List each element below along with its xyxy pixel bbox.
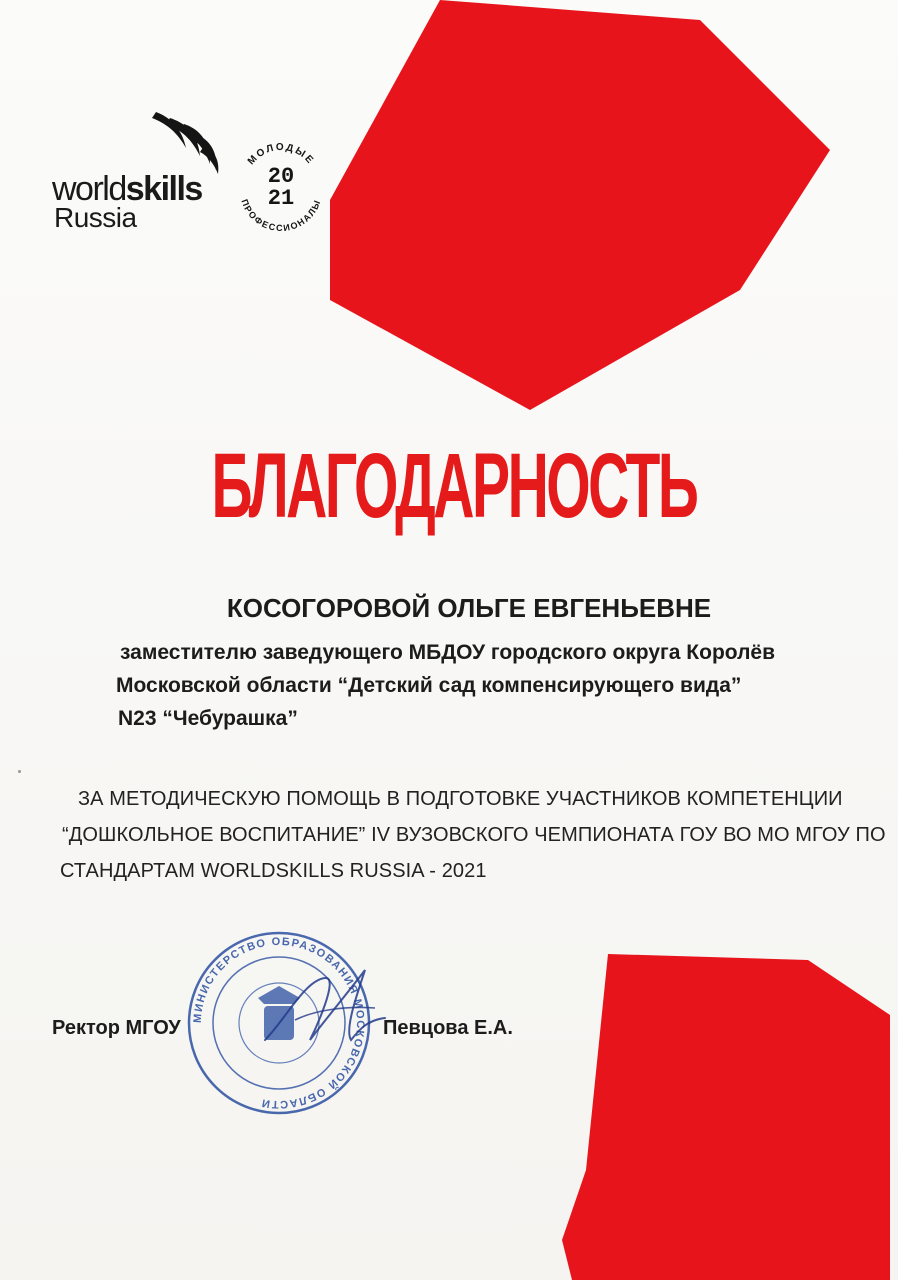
recipient-position-line-1: заместителю заведующего МБДОУ городского округа Королёв (120, 641, 775, 664)
signatory-name: Певцова Е.А. (383, 1017, 513, 1039)
signatory-title: Ректор МГОУ (52, 1017, 181, 1039)
worldskills-country: Russia (54, 202, 137, 233)
reason-line-2: “ДОШКОЛЬНОЕ ВОСПИТАНИЕ” IV ВУЗОВСКОГО ЧЕМПИОНАТА ГОУ ВО МО МГОУ ПО (62, 824, 886, 846)
svg-text:МИНИСТЕРСТВО ОБРАЗОВАНИЯ МОСКО: МИНИСТЕРСТВО ОБРАЗОВАНИЯ МОСКОВСКОЙ ОБЛАСТИ (191, 935, 367, 1111)
worldskills-wordmark: worldskills (52, 170, 202, 208)
svg-text:20: 20 (267, 164, 295, 189)
worldskills-flame-icon (148, 108, 228, 176)
reason-line-1: ЗА МЕТОДИЧЕСКУЮ ПОМОЩЬ В ПОДГОТОВКЕ УЧАСТНИКОВ КОМПЕТЕНЦИИ (78, 788, 843, 810)
svg-text:МОЛОДЫЕ: МОЛОДЫЕ (245, 141, 317, 168)
certificate-title: БЛАГОДАРНОСТЬ (211, 435, 697, 537)
molodye-professionaly-logo (226, 130, 336, 240)
worldskills-logo (52, 108, 222, 238)
svg-text:21: 21 (267, 186, 295, 211)
svg-text:ПРОФЕССИОНАЛЫ: ПРОФЕССИОНАЛЫ (239, 197, 323, 234)
handwritten-signature (255, 960, 395, 1060)
paper-speck (18, 770, 21, 773)
reason-line-3: СТАНДАРТАМ WORLDSKILLS RUSSIA - 2021 (60, 860, 487, 882)
red-hexagon-top (320, 0, 898, 420)
red-hexagon-bottom (560, 940, 898, 1280)
recipient-position-line-3: N23 “Чебурашка” (118, 707, 298, 730)
recipient-position-line-2: Московской области “Детский сад компенсирующего вида” (116, 674, 742, 697)
recipient-name: КОСОГОРОВОЙ ОЛЬГЕ ЕВГЕНЬЕВНЕ (226, 593, 712, 623)
